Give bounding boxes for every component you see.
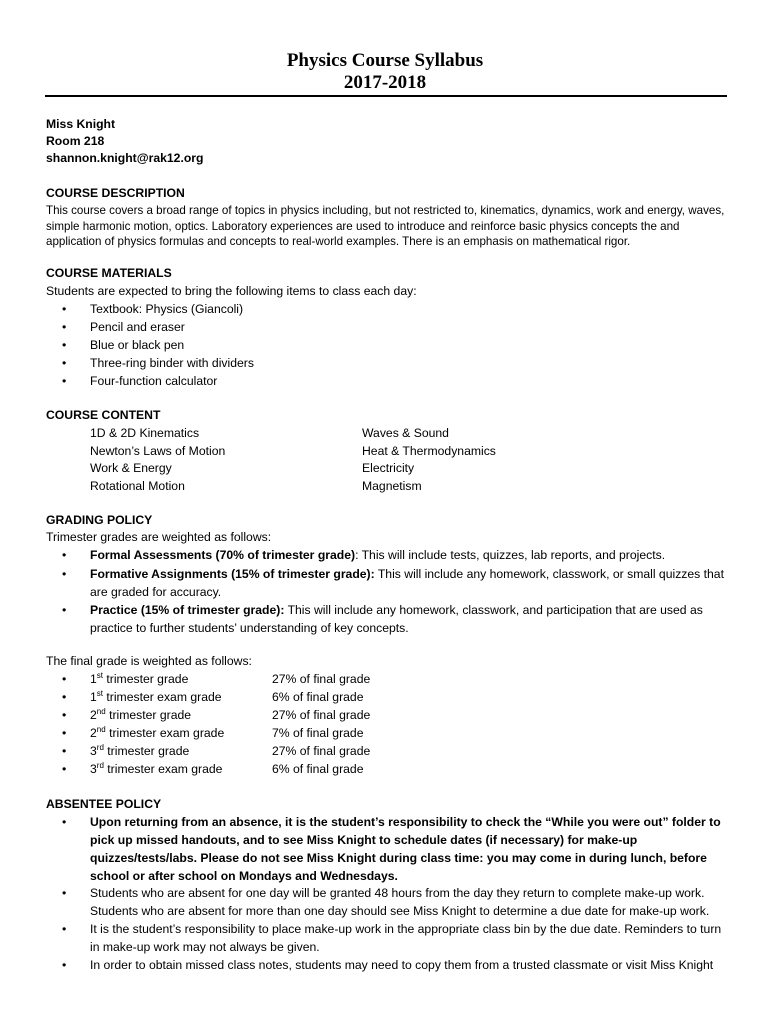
bullet: • [62,690,67,704]
bullet: • [62,886,67,900]
description-text: This course covers a broad range of topics in physics including, but not restricted to, kinematics, dynamics, work and energy, waves, simple harmonic motion, optics. Laboratory experiences are used to introduce and reinforce basic physics concepts the and application of physics formulas and concepts to real-world examples. There is an emphasis on mathematical rigor. [46,204,725,248]
grading-item-text: This will include any homework, classwork, and participation that are used as practice to further students’ understanding of key concepts. [90,603,703,635]
teacher-email: shannon.knight@rak12.org [46,151,204,165]
topic-item: Work & Energy [90,461,172,475]
teacher-room: Room 218 [46,134,105,148]
list-item: Pencil and eraser [90,320,185,334]
content-heading: COURSE CONTENT [46,408,161,422]
bullet: • [62,356,67,370]
topic-item: 1D & 2D Kinematics [90,426,200,440]
bullet: • [62,567,67,581]
final-grade-weight: 27% of final grade [272,672,371,686]
grading-item [90,601,727,637]
bullet: • [62,548,67,562]
final-grade-label: 1st trimester exam grade [90,688,222,704]
description-heading: COURSE DESCRIPTION [46,186,185,200]
grading-item [90,565,727,601]
bullet: • [62,302,67,316]
final-grade-weight: 6% of final grade [272,762,364,776]
title-divider [45,95,727,97]
final-grade-label: 3rd trimester exam grade [90,760,223,776]
topic-item: Magnetism [362,479,422,493]
topic-item: Rotational Motion [90,479,185,493]
list-item: Textbook: Physics (Giancoli) [90,302,244,316]
final-grade-label: 2nd trimester exam grade [90,724,225,740]
absentee-item: Upon returning from an absence, it is the student’s responsibility to check the “While you were out” folder to pick up missed handouts, and to see Miss Knight to schedule dates (if necessary) for make-up quizzes/tests/labs. Please do not see Miss Knight during class time: you may come in during lunch, before school or after school on Mondays and Wednesdays. [90,815,721,883]
bullet: • [62,744,67,758]
list-item: Four-function calculator [90,374,218,388]
materials-heading: COURSE MATERIALS [46,266,172,280]
topic-item: Newton’s Laws of Motion [90,444,226,458]
grading-item-label: Practice (15% of trimester grade): [90,603,285,617]
final-grade-label: 2nd trimester grade [90,706,192,722]
materials-intro: Students are expected to bring the following items to class each day: [46,284,417,298]
grading-heading: GRADING POLICY [46,513,153,527]
bullet: • [62,958,67,972]
absentee-heading: ABSENTEE POLICY [46,797,162,811]
grading-item-label: Formative Assignments (15% of trimester grade): [90,567,375,581]
bullet: • [62,922,67,936]
document-year: 2017-2018 [343,72,427,93]
final-grade-weight: 7% of final grade [272,726,364,740]
absentee-item: In order to obtain missed class notes, students may need to copy them from a trusted classmate or visit Miss Knight [90,958,714,972]
final-grade-weight: 27% of final grade [272,708,371,722]
bullet: • [62,762,67,776]
topic-item: Electricity [362,461,415,475]
teacher-name: Miss Knight [46,117,116,131]
bullet: • [62,708,67,722]
final-grade-label: 3rd trimester grade [90,742,190,758]
topic-item: Heat & Thermodynamics [362,444,496,458]
bullet: • [62,320,67,334]
final-grade-weight: 6% of final grade [272,690,364,704]
grading-item-text: This will include any homework, classwork, or small quizzes that are graded for accuracy. [90,567,724,599]
bullet: • [62,672,67,686]
grading-item-label: Formal Assessments (70% of trimester grade) [90,548,356,562]
list-item: Three-ring binder with dividers [90,356,254,370]
grading-item [90,546,727,564]
list-item: Blue or black pen [90,338,185,352]
final-grade-label: 1st trimester grade [90,670,189,686]
absentee-item: Students who are absent for one day will be granted 48 hours from the day they return to complete make-up work. Students who are absent for more than one day should see Miss Knight to determine a due date for make-up work. [90,886,710,918]
document-title: Physics Course Syllabus [286,50,484,71]
absentee-item: It is the student’s responsibility to place make-up work in the appropriate class bin by the due date. Reminders to turn in make-up work may not always be given. [90,922,722,954]
topic-item: Waves & Sound [362,426,449,440]
final-grade-weight: 27% of final grade [272,744,371,758]
bullet: • [62,374,67,388]
bullet: • [62,338,67,352]
grading-intro: Trimester grades are weighted as follows: [46,530,272,544]
bullet: • [62,726,67,740]
grading-item-text: : This will include tests, quizzes, lab reports, and projects. [355,548,666,562]
final-grade-intro: The final grade is weighted as follows: [46,654,252,668]
bullet: • [62,603,67,617]
bullet: • [62,815,67,829]
